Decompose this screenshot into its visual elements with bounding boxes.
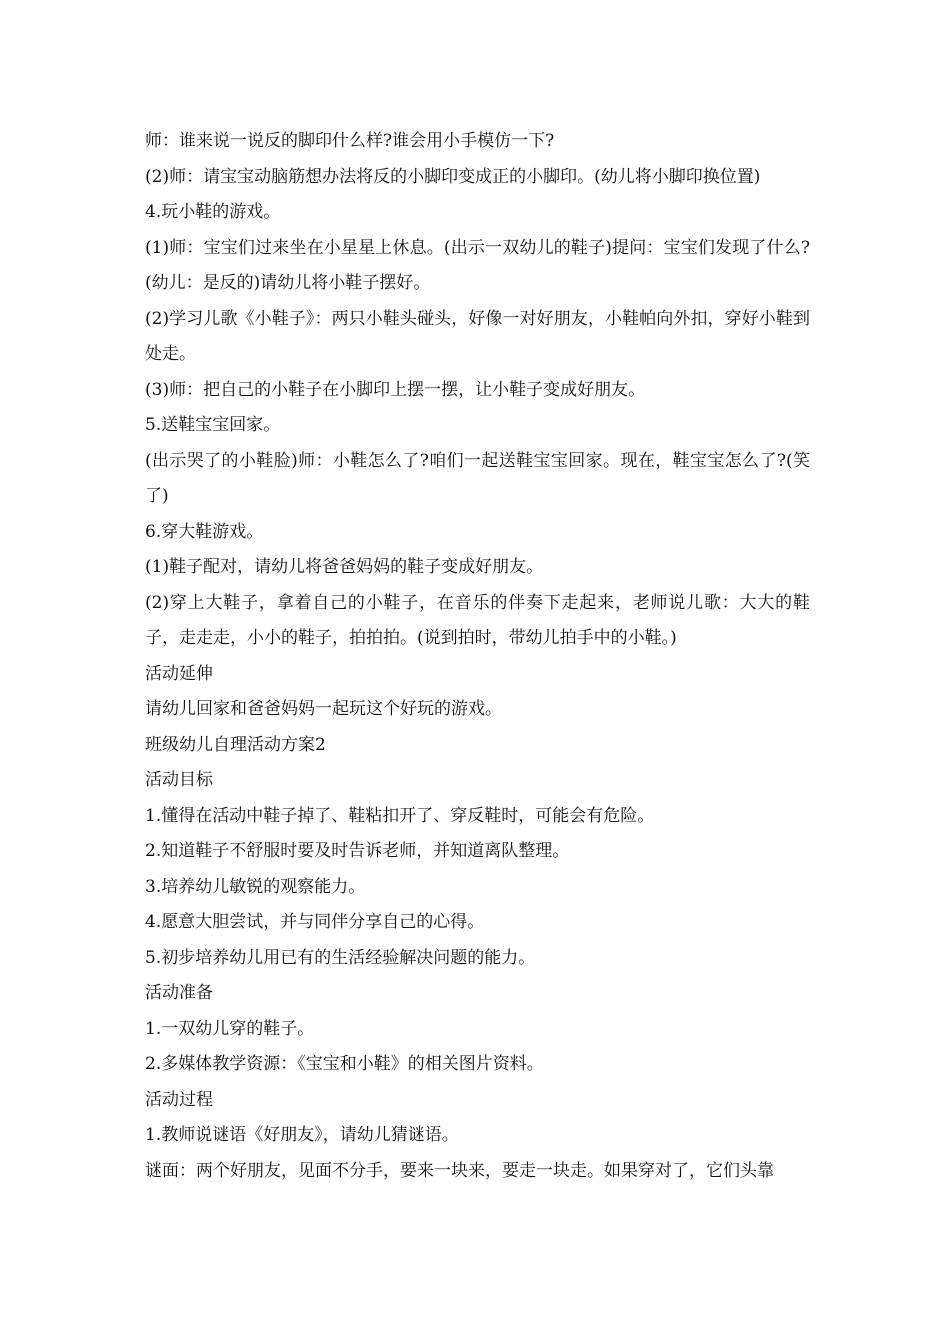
section-heading: 4.玩小鞋的游戏。: [145, 202, 281, 222]
section-heading: 活动延伸: [145, 663, 213, 684]
paragraph: (出示哭了的小鞋脸)师：小鞋怎么了?咱们一起送鞋宝宝回家。现在，鞋宝宝怎么了?(笑了): [145, 450, 810, 506]
section-heading: 活动准备: [145, 983, 213, 1003]
list-item: 1.一双幼儿穿的鞋子。: [145, 1018, 315, 1039]
paragraph: (1)师：宝宝们过来坐在小星星上休息。(出示一双幼儿的鞋子)提问：宝宝们发现了什么?(幼儿：是反的)请幼儿将小鞋子摆好。: [145, 237, 810, 293]
list-item: 5.初步培养幼儿用已有的生活经验解决问题的能力。: [145, 947, 536, 968]
paragraph: 师：谁来说一说反的脚印什么样?谁会用小手模仿一下?: [145, 131, 555, 151]
paragraph: (2)师：请宝宝动脑筋想办法将反的小脚印变成正的小脚印。(幼儿将小脚印换位置): [145, 166, 761, 187]
paragraph: (2)穿上大鞋子，拿着自己的小鞋子，在音乐的伴奏下走起来，老师说儿歌：大大的鞋子，走走走，小小的鞋子，拍拍拍。(说到拍时，带幼儿拍手中的小鞋。): [145, 592, 810, 648]
list-item: 3.培养幼儿敏锐的观察能力。: [145, 876, 366, 897]
list-item: 1.教师说谜语《好朋友》，请幼儿猜谜语。: [145, 1125, 459, 1145]
list-item: 4.愿意大胆尝试，并与同伴分享自己的心得。: [145, 912, 485, 932]
paragraph: 请幼儿回家和爸爸妈妈一起玩这个好玩的游戏。: [145, 699, 502, 719]
list-item: 2.多媒体教学资源：《宝宝和小鞋》的相关图片资料。: [145, 1054, 544, 1074]
paragraph: 谜面：两个好朋友，见面不分手，要来一块来，要走一块走。如果穿对了，它们头靠: [145, 1160, 774, 1181]
section-heading: 活动目标: [145, 770, 213, 790]
section-heading: 5.送鞋宝宝回家。: [145, 415, 281, 435]
document-body: [145, 124, 810, 1189]
section-heading: 6.穿大鞋游戏。: [145, 521, 264, 542]
paragraph: (1)鞋子配对，请幼儿将爸爸妈妈的鞋子变成好朋友。: [145, 557, 544, 577]
list-item: 1.懂得在活动中鞋子掉了、鞋粘扣开了、穿反鞋时，可能会有危险。: [145, 805, 655, 826]
document-title: 班级幼儿自理活动方案2: [145, 734, 326, 755]
list-item: 2.知道鞋子不舒服时要及时告诉老师，并知道离队整理。: [145, 841, 570, 861]
paragraph: (2)学习儿歌《小鞋子》：两只小鞋头碰头，好像一对好朋友，小鞋帕向外扣，穿好小鞋到处走。: [145, 308, 810, 364]
section-heading: 活动过程: [145, 1089, 213, 1110]
paragraph: (3)师：把自己的小鞋子在小脚印上摆一摆，让小鞋子变成好朋友。: [145, 379, 646, 400]
